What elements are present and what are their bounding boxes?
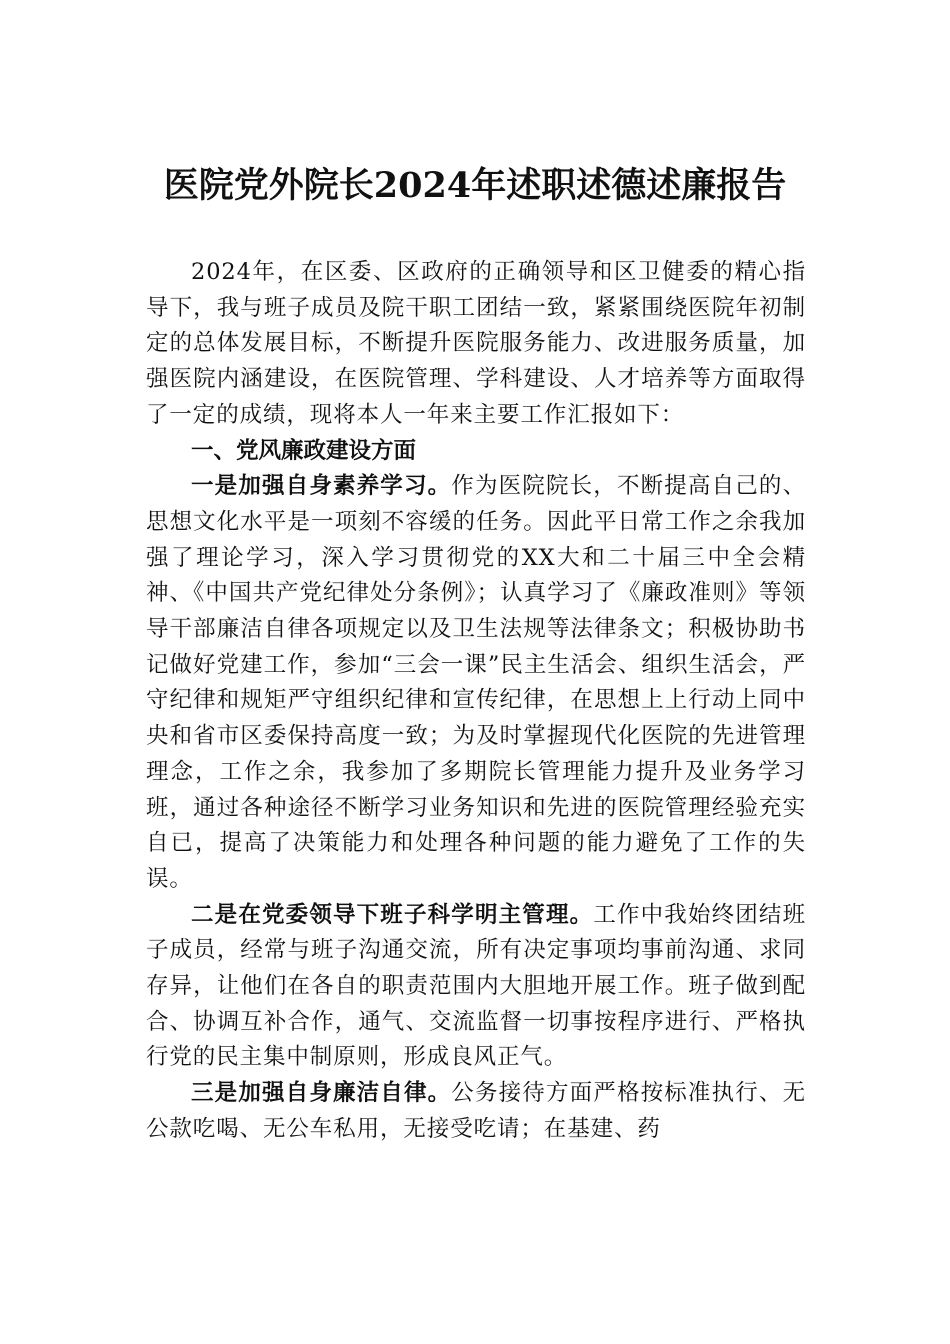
item-lead: 三是加强自身廉洁自律。 [191, 1080, 452, 1107]
item-text: 公务接待方面严格按标准执行、无公款吃喝、无公车私用，无接受吃请；在基建、药 [146, 1080, 806, 1142]
item-lead: 一是加强自身素养学习。 [191, 473, 452, 500]
intro-paragraph: 2024年，在区委、区政府的正确领导和区卫健委的精心指导下，我与班子成员及院干职工团结一致，紧紧围绕医院年初制定的总体发展目标，不断提升医院服务能力、改进服务质量，加强医院内涵建设，在医院管理、学科建设、人才培养等方面取得了一定的成绩，现将本人一年来主要工作汇报如下： [146, 259, 806, 428]
section-heading: 一、党风廉政建设方面 [191, 437, 417, 464]
item-lead: 二是在党委领导下班子科学明主管理。 [191, 901, 594, 928]
item-paragraph [146, 469, 806, 897]
item-paragraph [146, 898, 806, 1077]
item-text: 作为医院院长，不断提高自己的、思想文化水平是一项刻不容缓的任务。因此平日常工作之余我加强了理论学习，深入学习贯彻党的XX大和二十届三中全会精神、《中国共产党纪律处分条例》；认真学习了《廉政准则》等领导干部廉洁自律各项规定以及卫生法规等法律条文；积极协助书记做好党建工作，参加“三会一课”民主生活会、组织生活会，严守纪律和规矩严守组织纪律和宣传纪律，在思想上上行动上同中央和省市区委保持高度一致；为及时掌握现代化医院的先进管理理念，工作之余，我参加了多期院长管理能力提升及业务学习班，通过各种途径不断学习业务知识和先进的医院管理经验充实自已，提高了决策能力和处理各种问题的能力避免了工作的失误。 [146, 473, 806, 892]
item-text: 工作中我始终团结班子成员，经常与班子沟通交流，所有决定事项均事前沟通、求同存异，让他们在各自的职责范围内大胆地开展工作。班子做到配合、协调互补合作，通气、交流监督一切事按程序进行、严格执行党的民主集中制原则，形成良风正气。 [146, 901, 806, 1071]
document-title: 医院党外院长2024年述职述德述廉报告 [163, 165, 787, 206]
item-paragraph [146, 1076, 806, 1147]
document-body [146, 255, 806, 1148]
